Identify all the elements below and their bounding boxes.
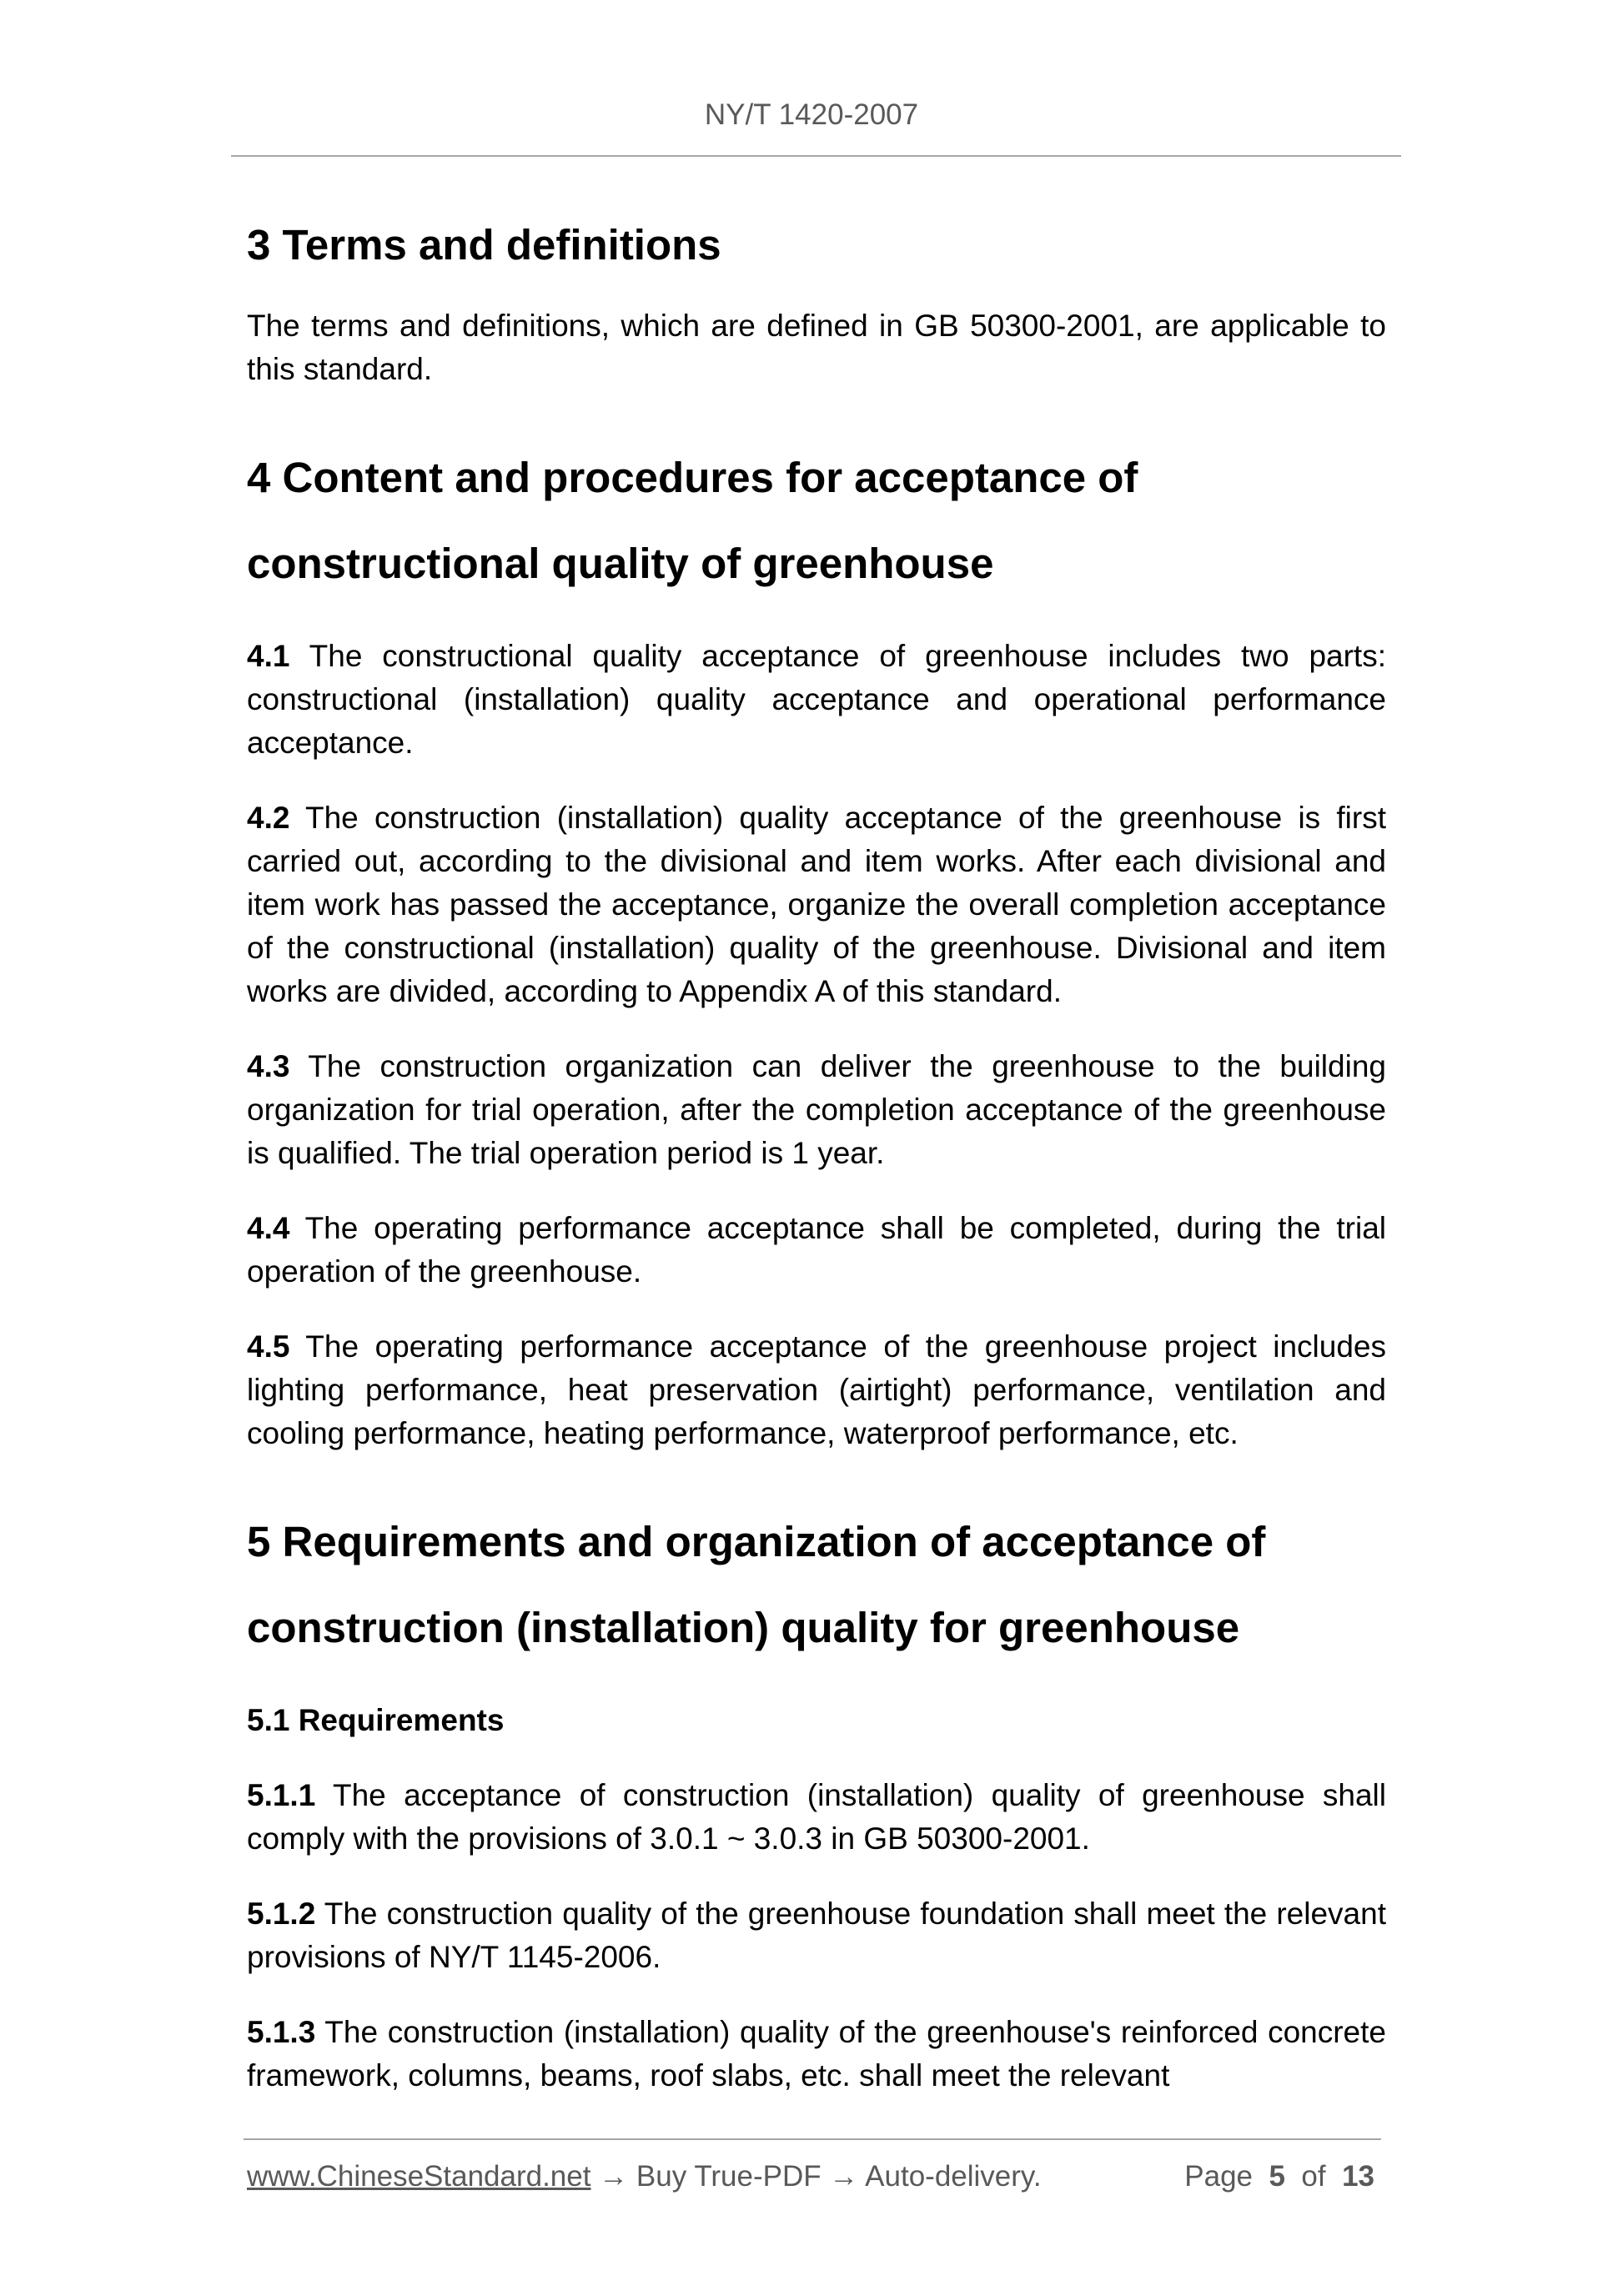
- page-current: 5: [1269, 2160, 1285, 2193]
- clause-text: The operating performance acceptance of the greenhouse project includes lighting performance, heat preservation (airtight) performance, ventilation and cooling performance, heating performance, waterproof performance, etc.: [247, 1329, 1386, 1450]
- clause-4-2: [247, 796, 1386, 1013]
- clause-text: The construction organization can deliver the greenhouse to the building organization for trial operation, after the completion acceptance of the greenhouse is qualified. The trial operation period is 1 year.: [247, 1049, 1386, 1170]
- clause-number: 4.2: [247, 801, 290, 835]
- clause-number: 5.1.1: [247, 1778, 316, 1812]
- clause-4-5: [247, 1325, 1386, 1455]
- section-3-text: The terms and definitions, which are defined in GB 50300-2001, are applicable to this standard.: [247, 309, 1386, 386]
- page-header: NY/T 1420-2007: [704, 98, 919, 131]
- clause-5-1-2: [247, 1892, 1386, 1979]
- clause-5-1-1: [247, 1774, 1386, 1861]
- clause-number: 4.5: [247, 1329, 290, 1364]
- clause-number: 4.4: [247, 1211, 290, 1245]
- clause-text: The operating performance acceptance shall be completed, during the trial operation of the greenhouse.: [247, 1211, 1386, 1289]
- website-link[interactable]: www.ChineseStandard.net: [247, 2160, 591, 2193]
- footer-divider: [244, 2138, 1381, 2140]
- clause-text: The acceptance of construction (installation) quality of greenhouse shall comply with the provisions of 3.0.1 ~ 3.0.3 in GB 50300-2001.: [247, 1778, 1386, 1856]
- page-number: [1184, 2160, 1374, 2193]
- page-footer: [247, 2160, 1374, 2193]
- clause-number: 5.1.3: [247, 2015, 316, 2049]
- section-3-heading: 3 Terms and definitions: [247, 221, 721, 269]
- clause-number: 4.3: [247, 1049, 290, 1083]
- header-divider: [231, 155, 1401, 157]
- clause-text: The construction (installation) quality of the greenhouse's reinforced concrete framework, columns, beams, roof slabs, etc. shall meet the relevant: [247, 2015, 1386, 2093]
- subsection-5-1-heading: 5.1 Requirements: [247, 1703, 505, 1737]
- clause-number: 4.1: [247, 639, 290, 673]
- clause-text: The construction (installation) quality acceptance of the greenhouse is first carried out, according to the divisional and item works. After each divisional and item work has passed the acceptance, organize the overall completion acceptance of the constructional (installation) quality of the greenhouse. Divisional and item works are divided, according to Appendix A of this standard.: [247, 801, 1386, 1008]
- footer-tagline: → Buy True-PDF → Auto-delivery.: [590, 2160, 1042, 2193]
- page-total: 13: [1342, 2160, 1374, 2193]
- page-of-label: of: [1301, 2160, 1326, 2193]
- clause-text: The construction quality of the greenhouse foundation shall meet the relevant provisions of NY/T 1145-2006.: [247, 1897, 1386, 1974]
- clause-4-1: [247, 635, 1386, 765]
- page-label: Page: [1184, 2160, 1254, 2193]
- section-4-heading: 4 Content and procedures for acceptance of constructional quality of greenhouse: [247, 454, 1138, 587]
- clause-5-1-3: [247, 2011, 1386, 2098]
- clause-4-3: [247, 1045, 1386, 1175]
- clause-text: The constructional quality acceptance of greenhouse includes two parts: constructional (installation) quality acceptance and operational performance acceptance.: [247, 639, 1386, 760]
- section-5-heading: 5 Requirements and organization of acceptance of construction (installation) quality for greenhouse: [247, 1518, 1266, 1651]
- document-body: [247, 202, 1386, 2098]
- clause-number: 5.1.2: [247, 1897, 316, 1931]
- clause-4-4: [247, 1207, 1386, 1294]
